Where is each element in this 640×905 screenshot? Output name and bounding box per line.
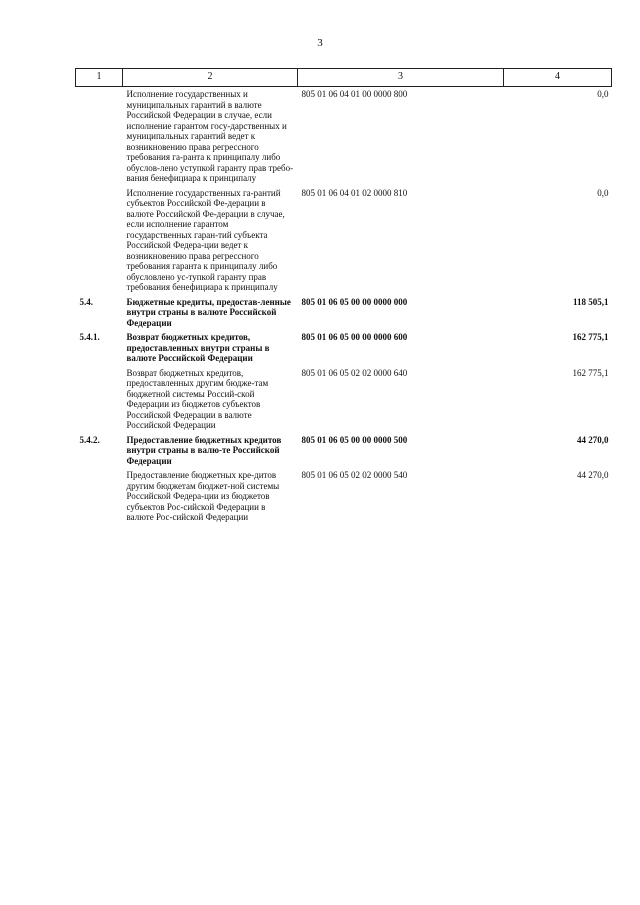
row-value: 162 775,1 (572, 332, 609, 342)
header-col-4: 4 (504, 69, 612, 87)
row-description: Возврат бюджетных кредитов, предоставленных другим бюдже-там бюджетной системы Россий-ской Федерации из бюджетов субъектов Российской Федерации в валюте Российской Федерации (126, 367, 269, 430)
row-value: 44 270,0 (577, 434, 609, 445)
row-code: 805 01 06 05 00 00 0000 000 (301, 296, 408, 307)
row-value: 44 270,0 (577, 470, 609, 480)
row-value: 118 505,1 (572, 296, 609, 307)
table-row (76, 468, 612, 525)
row-description: Предоставление бюджетных кредитов внутри страны в валю-те Российской Федерации (126, 434, 282, 466)
row-number (76, 186, 123, 295)
row-description: Исполнение государственных га-рантий субъектов Российской Фе-дерации в валюте Российской Фе-дерации в случае, если исполнение гарантом государственных гаран-тий субъекта Российской Федера-ции ведет к возникновению права регрессного требования гаранта к принципалу либо обусловлено ус-тупкой гаранту прав требования бенефициара к принципалу (126, 187, 285, 292)
row-number: 5.4.1. (79, 332, 100, 342)
table-row (76, 330, 612, 366)
budget-sources-table (75, 68, 612, 525)
row-code: 805 01 06 04 01 02 0000 810 (301, 187, 408, 198)
row-code: 805 01 06 05 00 00 0000 600 (301, 332, 408, 342)
row-value: 0,0 (597, 187, 609, 198)
header-col-2: 2 (123, 69, 298, 87)
row-description: Возврат бюджетных кредитов, предоставленных внутри страны в валюте Российской Федерации (126, 332, 270, 363)
header-col-3: 3 (298, 69, 504, 87)
row-number (76, 366, 123, 433)
header-col-1: 1 (76, 69, 123, 87)
row-code: 805 01 06 05 02 02 0000 640 (301, 367, 408, 378)
table-row (76, 87, 612, 186)
row-number (76, 468, 123, 525)
table-row (76, 433, 612, 469)
row-description: Исполнение государственных и муниципальных гарантий в валюте Российской Федерации в случае, если исполнение гарантом госу-дарственных и муниципальных гарантий ведет к возникновению права регрессного требования га-ранта к принципалу либо обуслов-лено уступкой гаранту прав требо-вания бенефициара к принципалу (126, 89, 294, 183)
row-description: Предоставление бюджетных кре-дитов другим бюджетам бюджет-ной системы Российской Федера-ции из бюджетов субъектов Рос-сийской Федерации в валюте Рос-сийской Федерации (126, 470, 280, 522)
table-row (76, 366, 612, 433)
table-row (76, 186, 612, 295)
row-code: 805 01 06 04 01 00 0000 800 (301, 89, 408, 99)
row-code: 805 01 06 05 00 00 0000 500 (301, 434, 408, 445)
row-code: 805 01 06 05 02 02 0000 540 (301, 470, 408, 480)
row-number: 5.4. (79, 296, 93, 307)
table-header-row (76, 69, 612, 87)
row-value: 0,0 (597, 89, 609, 99)
table-row (76, 295, 612, 331)
row-number: 5.4.2. (79, 434, 100, 445)
row-value: 162 775,1 (572, 367, 609, 378)
row-description: Бюджетные кредиты, предостав-ленные внутри страны в валюте Российской Федерации (126, 296, 291, 328)
row-number (76, 87, 123, 186)
page-number: 3 (317, 37, 323, 49)
